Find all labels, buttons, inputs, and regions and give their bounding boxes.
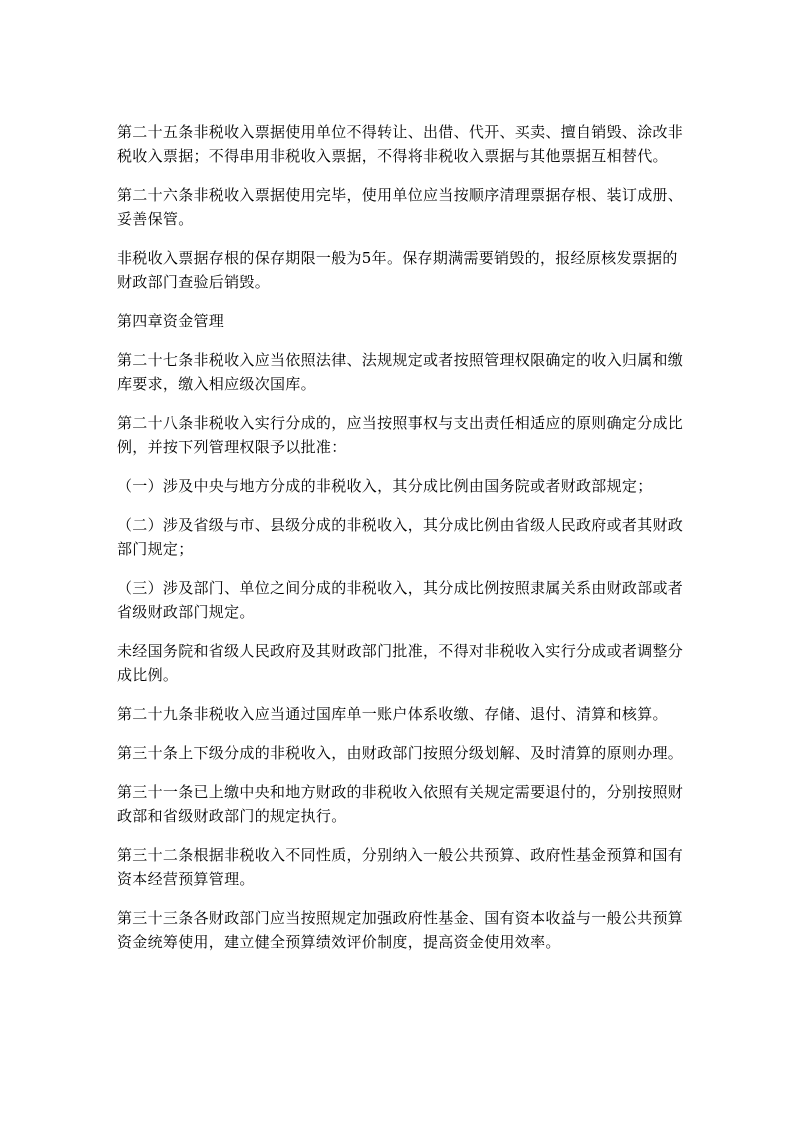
- article-30-paragraph: 第三十条上下级分成的非税收入，由财政部门按照分级划解、及时清算的原则办理。: [117, 744, 684, 762]
- item-1-paragraph: （一）涉及中央与地方分成的非税收入，其分成比例由国务院或者财政部规定；: [117, 477, 653, 495]
- document-body: [117, 120, 685, 969]
- item-3-paragraph: （三）涉及部门、单位之间分成的非税收入，其分成比例按照隶属关系由财政部或者省级财政部门规定。: [117, 579, 684, 621]
- chapter-4-heading: 第四章资金管理: [117, 312, 225, 330]
- article-33-paragraph: 第三十三条各财政部门应当按照规定加强政府性基金、国有资本收益与一般公共预算资金统筹使用，建立健全预算绩效评价制度，提高资金使用效率。: [117, 909, 684, 951]
- article-28-paragraph: 第二十八条非税收入实行分成的，应当按照事权与支出责任相适应的原则确定分成比例，并按下列管理权限予以批准：: [117, 414, 684, 456]
- approval-paragraph: 未经国务院和省级人民政府及其财政部门批准，不得对非税收入实行分成或者调整分成比例。: [117, 642, 684, 684]
- article-27-paragraph: 第二十七条非税收入应当依照法律、法规规定或者按照管理权限确定的收入归属和缴库要求，缴入相应级次国库。: [117, 351, 684, 393]
- article-25-paragraph: 第二十五条非税收入票据使用单位不得转让、出借、代开、买卖、擅自销毁、涂改非税收入票据；不得串用非税收入票据，不得将非税收入票据与其他票据互相替代。: [117, 123, 684, 165]
- item-2-paragraph: （二）涉及省级与市、县级分成的非税收入，其分成比例由省级人民政府或者其财政部门规定；: [117, 516, 684, 558]
- stub-retention-paragraph: 非税收入票据存根的保存期限一般为5年。保存期满需要销毁的，报经原核发票据的财政部门查验后销毁。: [117, 249, 678, 291]
- article-29-paragraph: 第二十九条非税收入应当通过国库单一账户体系收缴、存储、退付、清算和核算。: [117, 705, 668, 723]
- article-26-paragraph: 第二十六条非税收入票据使用完毕，使用单位应当按顺序清理票据存根、装订成册、妥善保管。: [117, 186, 684, 228]
- article-32-paragraph: 第三十二条根据非税收入不同性质，分别纳入一般公共预算、政府性基金预算和国有资本经营预算管理。: [117, 846, 684, 888]
- article-31-paragraph: 第三十一条已上缴中央和地方财政的非税收入依照有关规定需要退付的，分别按照财政部和省级财政部门的规定执行。: [117, 783, 684, 825]
